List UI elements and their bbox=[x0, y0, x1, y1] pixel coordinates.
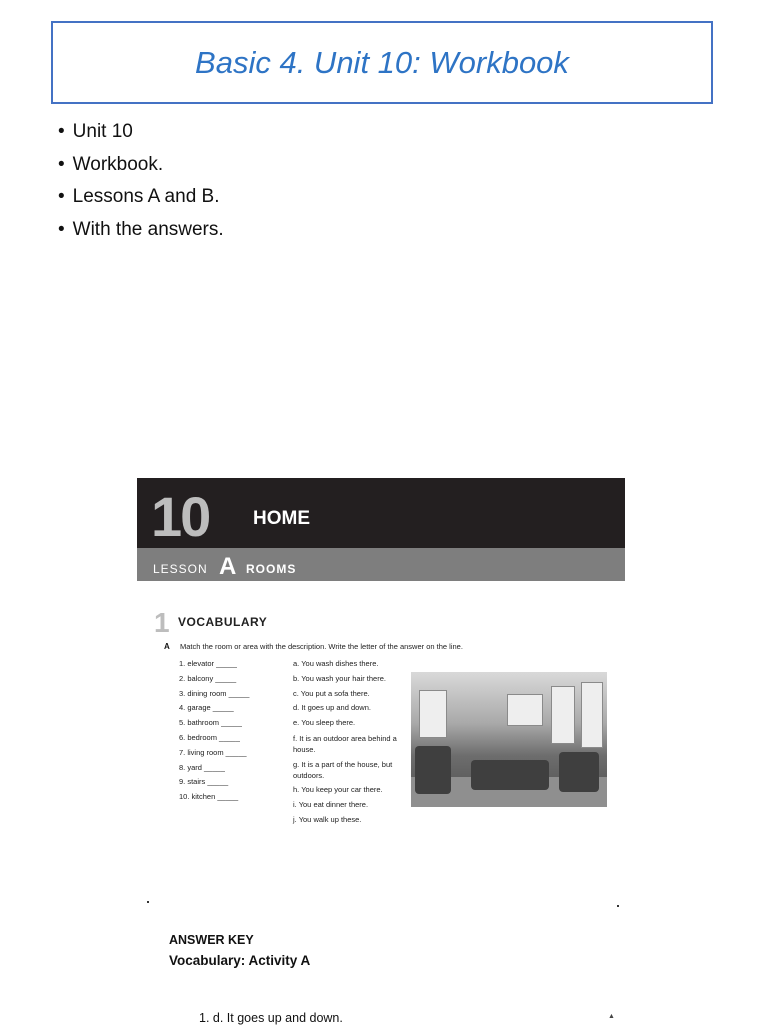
description-item: b. You wash your hair there. bbox=[293, 673, 386, 683]
room-item: 8. yard _____ bbox=[179, 762, 225, 772]
page-mark bbox=[617, 905, 619, 907]
bullet-item: • Workbook. bbox=[58, 149, 224, 182]
description-item: c. You put a sofa there. bbox=[293, 688, 370, 698]
living-room-photo bbox=[411, 672, 607, 807]
unit-title: HOME bbox=[253, 508, 310, 529]
bullet-item: • Lessons A and B. bbox=[58, 181, 224, 214]
unit-number: 10 bbox=[151, 485, 210, 548]
section-number: 1 bbox=[154, 607, 170, 638]
bullet-item: • With the answers. bbox=[58, 214, 224, 247]
title-box bbox=[51, 21, 713, 104]
description-item: e. You sleep there. bbox=[293, 718, 356, 728]
unit-banner bbox=[137, 478, 625, 548]
lesson-bar bbox=[137, 548, 625, 581]
bullet-list bbox=[58, 116, 224, 246]
photo-armchair bbox=[559, 752, 599, 792]
photo-window bbox=[551, 686, 575, 744]
description-item: j. You walk up these. bbox=[293, 814, 362, 824]
answer-key-subheading: Vocabulary: Activity A bbox=[169, 953, 311, 968]
answer-key-heading: ANSWER KEY bbox=[169, 933, 254, 947]
workbook-scan bbox=[137, 478, 625, 838]
photo-sofa bbox=[471, 760, 549, 790]
room-item: 7. living room _____ bbox=[179, 747, 247, 757]
lesson-word: LESSON bbox=[153, 562, 208, 576]
lesson-letter: A bbox=[219, 553, 237, 580]
room-item: 6. bedroom _____ bbox=[179, 732, 240, 742]
descriptions-list bbox=[293, 657, 418, 828]
answer-item: 1. d. It goes up and down. bbox=[199, 1011, 343, 1025]
description-item: f. It is an outdoor area behind a house. bbox=[293, 733, 397, 755]
section-title: VOCABULARY bbox=[178, 615, 268, 629]
instruction-text: Match the room or area with the description. Write the letter of the answer on the line. bbox=[180, 642, 463, 651]
lesson-name: ROOMS bbox=[246, 562, 297, 576]
photo-window bbox=[507, 694, 543, 726]
room-item: 1. elevator _____ bbox=[179, 659, 237, 668]
room-item: 9. stairs _____ bbox=[179, 777, 229, 787]
description-item: h. You keep your car there. bbox=[293, 785, 383, 795]
room-item: 3. dining room _____ bbox=[179, 688, 250, 698]
photo-chair bbox=[415, 746, 451, 794]
room-item: 2. balcony _____ bbox=[179, 673, 237, 683]
room-item: 10. kitchen _____ bbox=[179, 792, 239, 802]
description-item: i. You eat dinner there. bbox=[293, 800, 369, 810]
photo-window bbox=[419, 690, 447, 738]
description-item: d. It goes up and down. bbox=[293, 703, 371, 713]
description-item: g. It is a part of the house, but outdoors. bbox=[293, 759, 393, 781]
description-item: a. You wash dishes there. bbox=[293, 659, 379, 668]
scroll-up-arrow-icon[interactable]: ▲ bbox=[608, 1013, 615, 1020]
room-item: 4. garage _____ bbox=[179, 703, 234, 713]
rooms-list bbox=[179, 657, 249, 805]
instruction-letter: A bbox=[164, 642, 170, 651]
page-title: Basic 4. Unit 10: Workbook bbox=[195, 44, 569, 80]
photo-window bbox=[581, 682, 603, 748]
room-item: 5. bathroom _____ bbox=[179, 718, 242, 728]
bullet-item: • Unit 10 bbox=[58, 116, 224, 149]
page-mark bbox=[147, 901, 149, 903]
